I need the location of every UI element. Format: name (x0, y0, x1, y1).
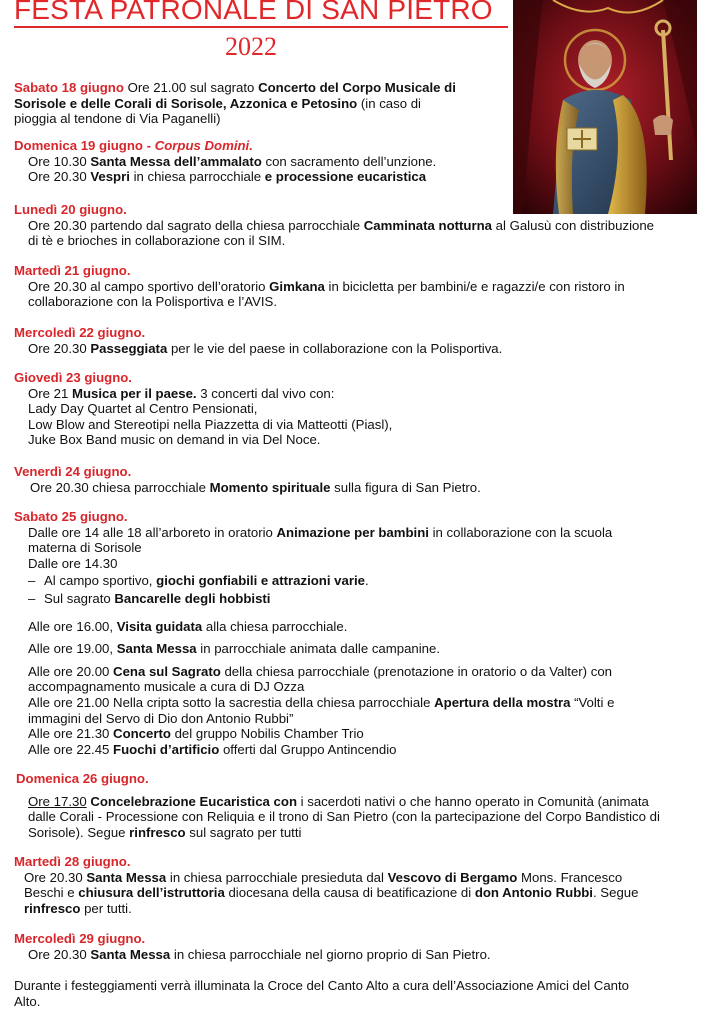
text: . (364, 573, 369, 589)
event-day-25 (14, 509, 704, 757)
title-underline (14, 26, 508, 28)
text: in chiesa parrocchiale (129, 169, 265, 185)
event-name: Concelebrazione Eucaristica con (86, 793, 297, 809)
event-day-20 (14, 202, 704, 249)
text: Ore 20.30 (28, 340, 91, 356)
text: Al campo sportivo, (44, 573, 157, 589)
event-day-23 (14, 370, 704, 448)
event-name: Santa Messa (90, 946, 171, 962)
event-name: chiusura dell’istruttoria (78, 885, 225, 901)
event-name: Musica per il paese. (71, 385, 197, 401)
page-title: FESTA PATRONALE DI SAN PIETRO (14, 0, 493, 25)
event-name: don Antonio Rubbi (474, 885, 593, 901)
text: Alle ore 21.30 (28, 726, 114, 742)
text: offerti dal Gruppo Antincendio (219, 741, 397, 757)
event-name: giochi gonfiabili e attrazioni varie (156, 573, 365, 589)
text: Alto. (14, 993, 41, 1009)
event-day-18 (14, 80, 704, 127)
day-label: Sabato 25 giugno. (14, 509, 128, 524)
text: Ore 20.30 chiesa parrocchiale (30, 479, 210, 495)
event-day-19 (14, 138, 704, 185)
text: Juke Box Band music on demand in via Del Noce. (28, 432, 321, 448)
day-label: Sabato 18 giugno (14, 80, 124, 95)
text: Beschi e (24, 885, 79, 901)
event-name: Cena sul Sagrato (113, 663, 221, 679)
text: in bicicletta per bambini/e e ragazzi/e con ristoro in (324, 278, 625, 294)
text: Ore 20.30 (28, 946, 91, 962)
text: Alle ore 22.45 (28, 741, 114, 757)
text: Ore 17.30 (28, 793, 87, 809)
text: al Galusù con distribuzione (492, 217, 655, 233)
text: per tutti. (80, 900, 132, 916)
event-name: rinfresco (24, 900, 81, 916)
event-name: Vescovo di Bergamo (387, 869, 518, 885)
text: immagini del Servo di Dio don Antonio Rubbi” (28, 710, 294, 726)
text: alla chiesa parrocchiale. (202, 618, 348, 634)
event-name: Animazione per bambini (276, 524, 429, 540)
text: Dalle ore 14.30 (28, 555, 118, 571)
text: in chiesa parrocchiale nel giorno proprio di San Pietro. (170, 946, 491, 962)
text: Ore 20.30 (24, 869, 87, 885)
day-label: Mercoledì 29 giugno. (14, 931, 146, 946)
event-day-22 (14, 325, 704, 356)
text: in parrocchiale animata dalle campanine. (196, 641, 441, 657)
text: Dalle ore 14 alle 18 all’arboreto in oratorio (28, 524, 277, 540)
text: sul sagrato per tutti (185, 824, 302, 840)
event-name: Passeggiata (90, 340, 168, 356)
event-day-28 (14, 854, 704, 916)
day-label: Mercoledì 22 giugno. (14, 325, 146, 340)
text: Ore 20.30 (28, 169, 91, 185)
text: di tè e brioches in collaborazione con il SIM. (28, 233, 286, 249)
text: Sorisole). Segue (28, 824, 130, 840)
text: materna di Sorisole (28, 540, 142, 556)
text: della chiesa parrocchiale (prenotazione in oratorio o da Valter) con (220, 663, 612, 679)
event-name: Sorisole e delle Corali di Sorisole, Azzonica e Petosino (14, 95, 358, 111)
text: Ore 21 (28, 385, 72, 401)
text: Ore 20.30 partendo dal sagrato della chiesa parrocchiale (28, 217, 364, 233)
event-name: Santa Messa dell’ammalato (90, 153, 262, 169)
text: Ore 20.30 al campo sportivo dell’oratorio (28, 278, 270, 294)
text: Durante i festeggiamenti verrà illuminata la Croce del Canto Alto a cura dell’Associazione Amici del Canto (14, 978, 629, 993)
text: dalle Corali - Processione con Reliquia e il trono di San Pietro (con la partecipazione del Corpo Bandistico di (28, 809, 660, 825)
text: Ore 21.00 sul sagrato (123, 80, 259, 95)
event-name: Bancarelle degli hobbisti (114, 590, 271, 606)
day-label: Lunedì 20 giugno. (14, 202, 127, 217)
event-name: e processione eucaristica (264, 169, 427, 185)
text: sulla figura di San Pietro. (330, 479, 481, 495)
text: Alle ore 20.00 (28, 663, 114, 679)
text: Mons. Francesco (517, 869, 623, 885)
event-name: Santa Messa (116, 641, 197, 657)
text: in collaborazione con la scuola (428, 524, 613, 540)
event-name: rinfresco (129, 824, 186, 840)
text: con sacramento dell’unzione. (261, 153, 437, 169)
text: (in caso di (357, 95, 421, 111)
day-label: Martedì 21 giugno. (14, 263, 131, 278)
day-label: Martedì 28 giugno. (14, 854, 131, 869)
event-name: Vespri (90, 169, 130, 185)
text: per le vie del paese in collaborazione con la Polisportiva. (167, 340, 503, 356)
text: . Segue (592, 885, 639, 901)
text: Ore 10.30 (28, 153, 91, 169)
text: 3 concerti dal vivo con: (196, 385, 335, 401)
dash-bullet: – (28, 573, 36, 589)
page-year: 2022 (225, 32, 277, 61)
event-name: Fuochi d’artificio (113, 741, 220, 757)
text: “Volti e (570, 694, 615, 710)
day-label: Venerdì 24 giugno. (14, 464, 132, 479)
event-day-24 (14, 464, 704, 495)
day-label: Domenica 26 giugno. (16, 771, 149, 786)
text: pioggia al tendone di Via Paganelli) (14, 111, 221, 127)
text: Alle ore 19.00, (28, 641, 117, 657)
day-label: Domenica 19 giugno - Corpus Domini. (14, 138, 253, 153)
day-label: Giovedì 23 giugno. (14, 370, 132, 385)
event-day-26 (14, 771, 704, 840)
event-name: Gimkana (269, 278, 325, 294)
event-name: Apertura della mostra (434, 694, 571, 710)
text: Alle ore 16.00, (28, 618, 117, 634)
text: collaborazione con la Polisportiva e l’AVIS. (28, 294, 277, 310)
event-name: Concerto (113, 726, 171, 742)
event-day-29 (14, 931, 704, 962)
event-day-21 (14, 263, 704, 310)
text: accompagnamento musicale a cura di DJ Ozza (28, 679, 305, 695)
event-name: Visita guidata (116, 618, 203, 634)
text: Low Blow and Stereotipi nella Piazzetta di via Matteotti (Piasl), (28, 416, 393, 432)
event-name: Camminata notturna (363, 217, 492, 233)
text: diocesana della causa di beatificazione di (224, 885, 475, 901)
event-name: Momento spirituale (209, 479, 331, 495)
text: Alle ore 21.00 Nella cripta sotto la sacrestia della chiesa parrocchiale (28, 694, 435, 710)
text: del gruppo Nobilis Chamber Trio (170, 726, 364, 742)
text: i sacerdoti nativi o che hanno operato in Comunità (animata (297, 793, 649, 809)
text: in chiesa parrocchiale presieduta dal (166, 869, 388, 885)
event-name: Concerto del Corpo Musicale di (258, 80, 456, 95)
text: Lady Day Quartet al Centro Pensionati, (28, 401, 258, 417)
text: Sul sagrato (44, 590, 115, 606)
footer-note (14, 978, 704, 1009)
event-name: Santa Messa (86, 869, 167, 885)
dash-bullet: – (28, 590, 36, 606)
